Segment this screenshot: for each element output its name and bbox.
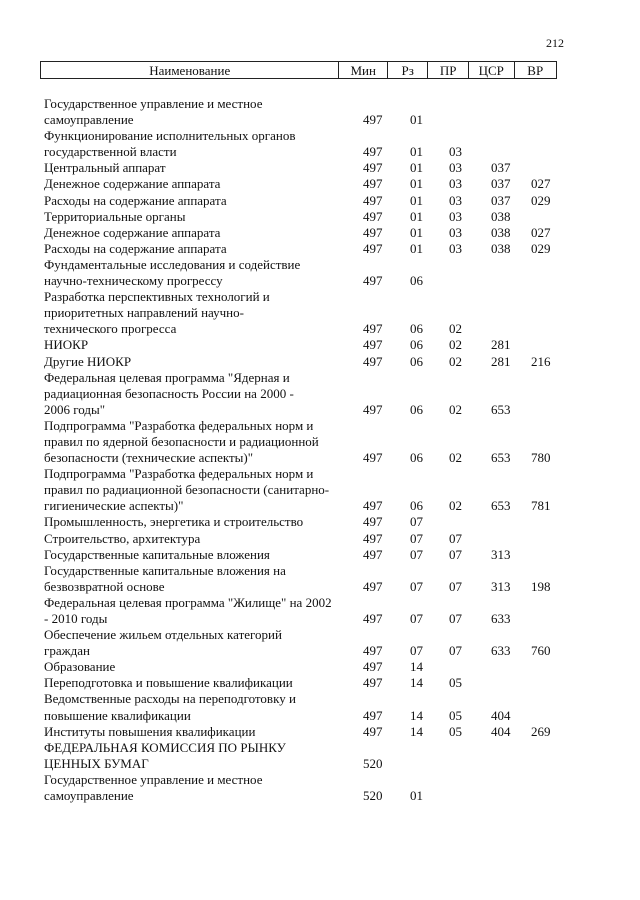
table-row	[0, 225, 640, 241]
row-rz: 01	[410, 160, 423, 176]
table-row	[0, 595, 640, 627]
row-pr: 02	[449, 401, 462, 417]
table-row	[0, 418, 640, 466]
row-pr: 03	[449, 224, 462, 240]
row-csr: 281	[491, 353, 511, 369]
row-min: 497	[363, 611, 383, 626]
row-name: Образование	[44, 659, 116, 675]
table-row	[0, 531, 640, 547]
row-name: Ведомственные расходы на переподготовку и повышение квалификации	[44, 691, 296, 723]
row-rz: 01	[410, 112, 423, 128]
row-pr: 03	[449, 176, 462, 192]
row-rz: 07	[410, 514, 423, 530]
row-name: Территориальные органы	[44, 208, 186, 224]
row-rz: 06	[410, 337, 423, 353]
row-pr: 07	[449, 546, 462, 562]
row-name: Строительство, архитектура	[44, 530, 201, 546]
row-min: 520	[363, 788, 383, 804]
row-csr: 404	[491, 723, 511, 739]
row-vr: 760	[531, 643, 551, 659]
row-pr: 07	[449, 643, 462, 659]
row-rz: 06	[410, 401, 423, 417]
table-row	[0, 772, 640, 804]
row-rz: 06	[410, 273, 423, 289]
row-name: Государственное управление и местное самоуправление	[44, 771, 263, 804]
row-csr: 313	[491, 546, 511, 562]
row-name: Переподготовка и повышение квалификации	[44, 675, 293, 691]
row-csr: 653	[491, 498, 511, 514]
table-row	[0, 675, 640, 691]
table-row	[0, 337, 640, 353]
row-name: ФЕДЕРАЛЬНАЯ КОМИССИЯ ПО РЫНКУ ЦЕННЫХ БУМАГ	[44, 739, 286, 771]
table-row	[0, 627, 640, 659]
row-min: 497	[363, 337, 383, 353]
row-csr: 281	[491, 337, 511, 353]
row-pr: 07	[449, 611, 462, 626]
row-name: Функционирование исполнительных органов государственной власти	[44, 128, 296, 160]
row-min: 497	[363, 144, 383, 160]
row-rz: 06	[410, 498, 423, 514]
row-csr: 653	[491, 401, 511, 417]
row-rz: 01	[410, 788, 423, 804]
budget-rows	[0, 96, 640, 804]
row-min: 497	[363, 675, 383, 691]
row-name: Подпрограмма "Разработка федеральных норм и правил по радиационной безопасности (санитарно-гигиенические аспекты)"	[44, 466, 330, 514]
row-pr: 03	[449, 192, 462, 208]
row-vr: 029	[531, 240, 551, 256]
row-name: Другие НИОКР	[44, 353, 132, 369]
table-row	[0, 466, 640, 514]
row-vr: 269	[531, 723, 551, 739]
row-min: 497	[363, 273, 383, 289]
row-min: 497	[363, 192, 383, 208]
row-pr: 05	[449, 723, 462, 739]
row-vr: 780	[531, 450, 551, 466]
table-row	[0, 289, 640, 337]
header-csr: ЦСР	[468, 62, 514, 79]
row-rz: 01	[410, 224, 423, 240]
row-min: 520	[363, 755, 383, 771]
row-rz: 06	[410, 321, 423, 337]
table-row	[0, 96, 640, 128]
row-pr: 05	[449, 707, 462, 723]
table-row	[0, 354, 640, 370]
row-min: 497	[363, 723, 383, 739]
row-min: 497	[363, 498, 383, 514]
table-row	[0, 160, 640, 176]
row-name: Обеспечение жильем отдельных категорий граждан	[44, 627, 282, 659]
row-pr: 02	[449, 321, 462, 337]
table-row	[0, 241, 640, 257]
table-row	[0, 563, 640, 595]
row-pr: 02	[449, 450, 462, 466]
row-min: 497	[363, 176, 383, 192]
table-header	[40, 61, 557, 79]
row-rz: 07	[410, 643, 423, 659]
row-name: Расходы на содержание аппарата	[44, 240, 227, 256]
table-row	[0, 193, 640, 209]
row-name: Фундаментальные исследования и содействие научно-техническому прогрессу	[44, 256, 301, 289]
row-min: 497	[363, 160, 383, 176]
row-min: 497	[363, 208, 383, 224]
row-rz: 01	[410, 176, 423, 192]
row-min: 497	[363, 643, 383, 659]
row-csr: 038	[491, 224, 511, 240]
row-vr: 781	[531, 498, 551, 514]
row-name: Расходы на содержание аппарата	[44, 192, 227, 208]
row-min: 497	[363, 112, 383, 128]
row-rz: 01	[410, 192, 423, 208]
row-name: Государственные капитальные вложения	[44, 546, 270, 562]
table-row	[0, 659, 640, 675]
row-name: Промышленность, энергетика и строительство	[44, 514, 304, 530]
table-row	[0, 370, 640, 418]
table-row	[0, 740, 640, 772]
table-row	[0, 514, 640, 530]
row-pr: 02	[449, 353, 462, 369]
row-pr: 07	[449, 578, 462, 594]
row-rz: 14	[410, 707, 423, 723]
row-min: 497	[363, 530, 383, 546]
row-pr: 03	[449, 240, 462, 256]
row-rz: 14	[410, 723, 423, 739]
row-min: 497	[363, 224, 383, 240]
row-min: 497	[363, 546, 383, 562]
header-row	[41, 62, 557, 79]
row-min: 497	[363, 353, 383, 369]
row-min: 497	[363, 450, 383, 466]
page-number: 212	[546, 36, 564, 50]
row-pr: 03	[449, 208, 462, 224]
row-csr: 404	[491, 707, 511, 723]
row-vr: 216	[531, 353, 551, 369]
row-csr: 038	[491, 240, 511, 256]
table-row	[0, 128, 640, 160]
row-min: 497	[363, 707, 383, 723]
row-name: Государственное управление и местное самоуправление	[44, 96, 263, 128]
table-row	[0, 547, 640, 563]
header-rz: Рз	[387, 62, 427, 79]
row-csr: 313	[491, 578, 511, 594]
row-csr: 038	[491, 208, 511, 224]
row-csr: 037	[491, 160, 511, 176]
row-vr: 027	[531, 224, 551, 240]
row-rz: 07	[410, 546, 423, 562]
row-rz: 06	[410, 450, 423, 466]
row-csr: 633	[491, 611, 511, 626]
row-rz: 14	[410, 659, 423, 675]
row-min: 497	[363, 321, 383, 337]
row-min: 497	[363, 401, 383, 417]
row-pr: 05	[449, 675, 462, 691]
row-name: Подпрограмма "Разработка федеральных норм и правил по ядерной безопасности и радиационной безопасности (технические аспекты)"	[44, 417, 319, 466]
row-vr: 029	[531, 192, 551, 208]
row-csr: 037	[491, 176, 511, 192]
row-rz: 07	[410, 578, 423, 594]
row-rz: 06	[410, 353, 423, 369]
row-csr: 633	[491, 643, 511, 659]
header-min: Мин	[339, 62, 388, 79]
row-csr: 037	[491, 192, 511, 208]
header-pr: ПР	[428, 62, 469, 79]
row-name: Центральный аппарат	[44, 160, 166, 176]
row-rz: 01	[410, 144, 423, 160]
row-vr: 027	[531, 176, 551, 192]
header-vr: ВР	[514, 62, 556, 79]
row-pr: 02	[449, 498, 462, 514]
header-name: Наименование	[41, 62, 339, 79]
row-min: 497	[363, 659, 383, 675]
row-name: Денежное содержание аппарата	[44, 224, 221, 240]
row-name: Федеральная целевая программа "Жилище" на 2002 - 2010 годы	[44, 594, 332, 626]
row-min: 497	[363, 514, 383, 530]
row-rz: 07	[410, 530, 423, 546]
table-row	[0, 209, 640, 225]
row-name: НИОКР	[44, 337, 89, 353]
table-row	[0, 176, 640, 192]
row-vr: 198	[531, 578, 551, 594]
row-rz: 07	[410, 611, 423, 626]
row-name: Государственные капитальные вложения на безвозвратной основе	[44, 562, 286, 594]
row-csr: 653	[491, 450, 511, 466]
table-row	[0, 257, 640, 289]
row-pr: 03	[449, 160, 462, 176]
row-name: Институты повышения квалификации	[44, 723, 256, 739]
row-name: Разработка перспективных технологий и приоритетных направлений научно-технического прогресса	[44, 289, 270, 337]
row-name: Денежное содержание аппарата	[44, 176, 221, 192]
row-min: 497	[363, 240, 383, 256]
table-row	[0, 724, 640, 740]
row-name: Федеральная целевая программа "Ядерная и радиационная безопасность России на 2000 - 2006 годы"	[44, 369, 294, 417]
row-pr: 07	[449, 530, 462, 546]
row-rz: 14	[410, 675, 423, 691]
row-pr: 02	[449, 337, 462, 353]
row-rz: 01	[410, 240, 423, 256]
row-pr: 03	[449, 144, 462, 160]
row-rz: 01	[410, 208, 423, 224]
table-row	[0, 691, 640, 723]
row-min: 497	[363, 578, 383, 594]
